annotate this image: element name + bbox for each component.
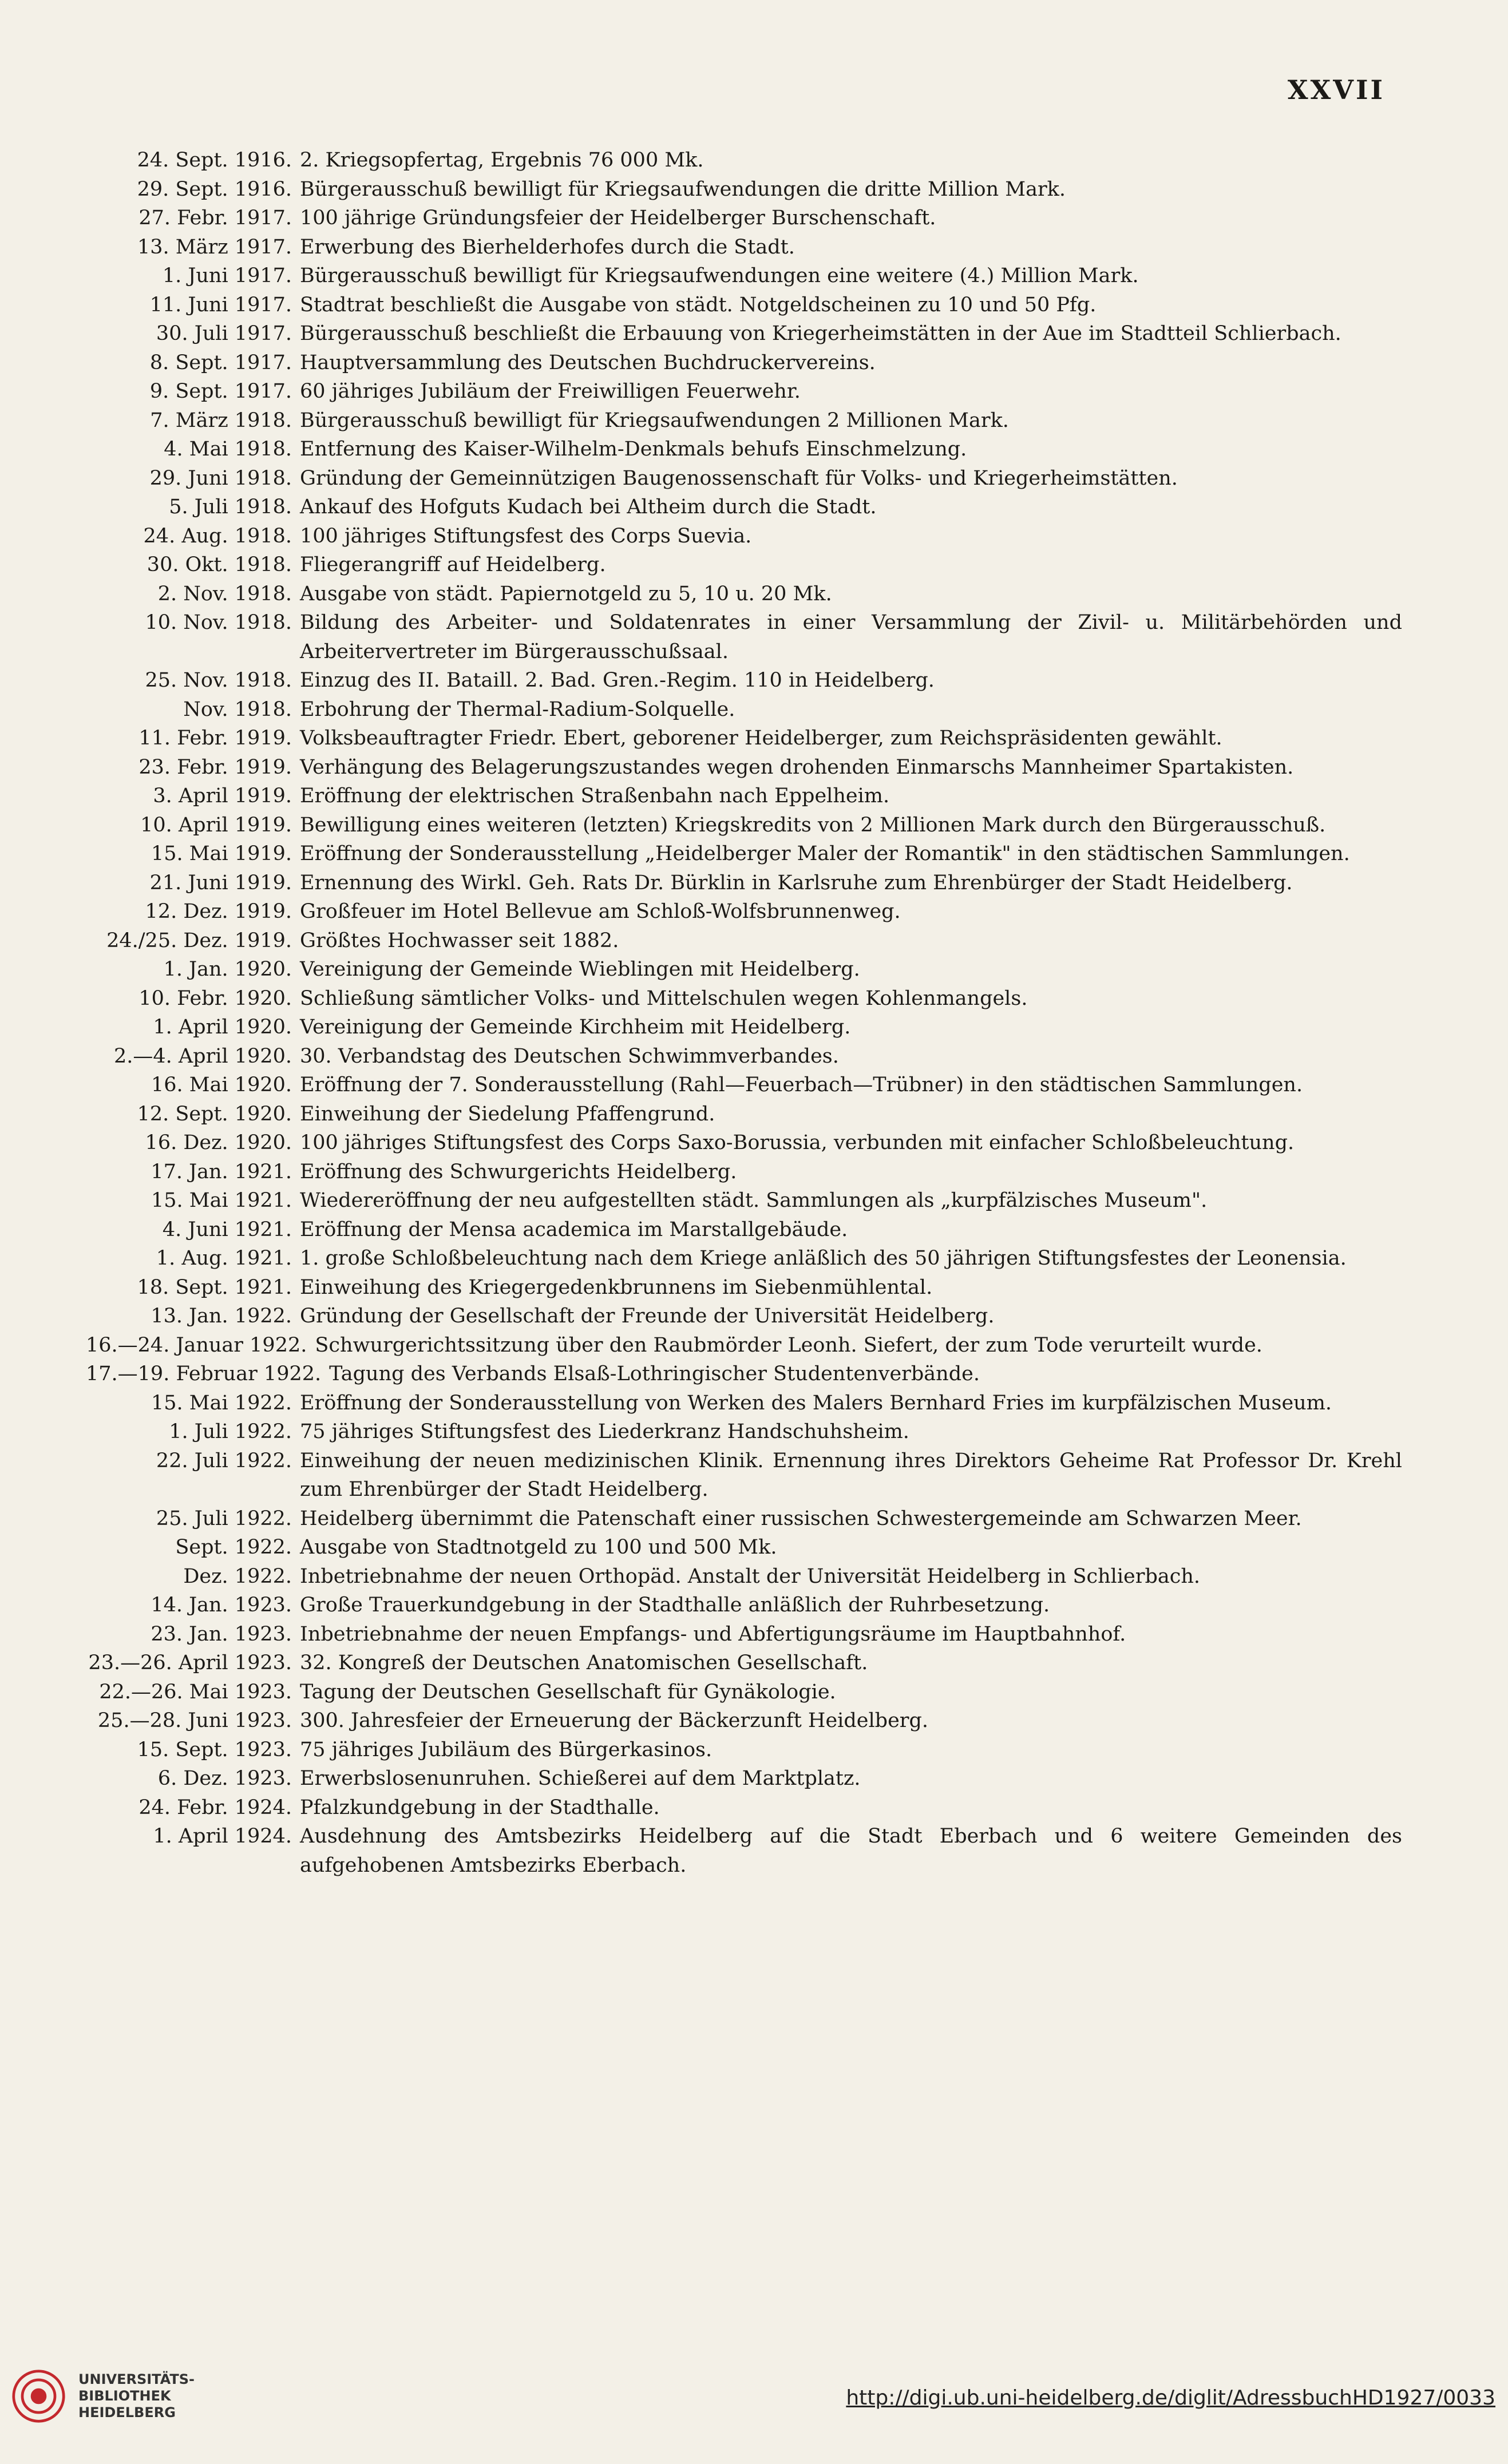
- chronicle-entry: [86, 1302, 1402, 1331]
- entry-text: Bürgerausschuß bewilligt für Kriegsaufwendungen 2 Millionen Mark.: [300, 409, 1009, 432]
- chronicle-entry: [86, 1417, 1402, 1447]
- entry-date: 24. Aug. 1918.: [143, 524, 292, 548]
- entry-date: 25.—28. Juni 1923.: [97, 1709, 292, 1732]
- entry-date: Dez. 1922.: [183, 1564, 292, 1588]
- entry-text: Bürgerausschuß bewilligt für Kriegsaufwendungen eine weitere (4.) Million Mark.: [300, 264, 1139, 287]
- entry-date: 24. Febr. 1924.: [138, 1796, 292, 1819]
- entry-text: Fliegerangriff auf Heidelberg.: [300, 553, 606, 576]
- chronicle-entry: [86, 1504, 1402, 1534]
- entry-date: 4. Mai 1918.: [164, 438, 292, 461]
- entry-text: 300. Jahresfeier der Erneuerung der Bäckerzunft Heidelberg.: [300, 1709, 929, 1732]
- chronicle-entry: [86, 869, 1402, 898]
- entry-date: 10. Nov. 1918.: [145, 611, 292, 634]
- entry-date: 12. Sept. 1920.: [137, 1102, 292, 1126]
- chronicle-list: [86, 146, 1402, 1880]
- entry-text: Gründung der Gesellschaft der Freunde der Universität Heidelberg.: [300, 1305, 995, 1328]
- entry-text: Inbetriebnahme der neuen Orthopäd. Anstalt der Universität Heidelberg in Schlierbach.: [300, 1564, 1201, 1588]
- entry-text: Großfeuer im Hotel Bellevue am Schloß-Wolfsbrunnenweg.: [300, 900, 901, 923]
- chronicle-entry: [86, 1071, 1402, 1100]
- entry-text: 100 jähriges Stiftungsfest des Corps Saxo-Borussia, verbunden mit einfacher Schloßbeleuchtung.: [300, 1131, 1295, 1154]
- chronicle-entry: [86, 580, 1402, 609]
- chronicle-entry: [86, 1331, 1402, 1360]
- chronicle-entry: [86, 464, 1402, 493]
- entry-date: 25. Nov. 1918.: [145, 669, 292, 692]
- chronicle-entry: [86, 1013, 1402, 1042]
- entry-text: Erwerbung des Bierhelderhofes durch die Stadt.: [300, 235, 795, 259]
- entry-date: 9. Sept. 1917.: [149, 380, 292, 403]
- entry-text: Bürgerausschuß beschließt die Erbauung von Kriegerheimstätten in der Aue im Stadtteil Schlierbach.: [300, 322, 1341, 345]
- entry-date: 1. April 1920.: [153, 1016, 292, 1039]
- chronicle-entry: [86, 1447, 1402, 1504]
- chronicle-entry: [86, 1360, 1402, 1389]
- chronicle-entry: [86, 897, 1402, 926]
- chronicle-entry: [86, 1736, 1402, 1765]
- chronicle-entry: [86, 1042, 1402, 1071]
- entry-date: 7. März 1918.: [150, 409, 292, 432]
- chronicle-entry: [86, 1706, 1402, 1736]
- entry-text: Tagung des Verbands Elsaß-Lothringischer Studentenverbände.: [329, 1362, 980, 1385]
- chronicle-entry: [86, 1186, 1402, 1215]
- chronicle-entry: [86, 233, 1402, 262]
- entry-date: 22.—26. Mai 1923.: [99, 1680, 292, 1704]
- entry-text: 75 jähriges Stiftungsfest des Liederkranz Handschuhsheim.: [300, 1420, 909, 1443]
- library-name: [78, 2371, 195, 2421]
- chronicle-entry: [86, 262, 1402, 291]
- entry-text: Vereinigung der Gemeinde Kirchheim mit Heidelberg.: [300, 1016, 851, 1039]
- chronicle-entry: [86, 955, 1402, 984]
- entry-text: Entfernung des Kaiser-Wilhelm-Denkmals behufs Einschmelzung.: [300, 438, 967, 461]
- chronicle-entry: [86, 1764, 1402, 1793]
- entry-date: 27. Febr. 1917.: [138, 207, 292, 229]
- entry-date: 23.—26. April 1923.: [88, 1651, 292, 1674]
- chronicle-entry: [86, 406, 1402, 435]
- chronicle-entry: [86, 1678, 1402, 1707]
- entry-text: Große Trauerkundgebung in der Stadthalle anläßlich der Ruhrbesetzung.: [300, 1594, 1050, 1617]
- entry-date: 8. Sept. 1917.: [149, 351, 292, 374]
- entry-date: 5. Juli 1918.: [169, 496, 292, 518]
- entry-text: Ausgabe von Stadtnotgeld zu 100 und 500 Mk.: [300, 1536, 777, 1559]
- chronicle-entry: [86, 435, 1402, 464]
- entry-date: 15. Mai 1921.: [151, 1189, 292, 1212]
- entry-date: 1. Juni 1917.: [162, 264, 292, 287]
- entry-date: Nov. 1918.: [183, 698, 292, 721]
- entry-text: Eröffnung der elektrischen Straßenbahn nach Eppelheim.: [300, 785, 890, 807]
- entry-date: 15. Mai 1919.: [151, 842, 292, 865]
- entry-text: Pfalzkundgebung in der Stadthalle.: [300, 1796, 660, 1819]
- entry-text: Eröffnung der Mensa academica im Marstallgebäude.: [300, 1218, 848, 1241]
- chronicle-entry: [86, 291, 1402, 320]
- chronicle-entry: [86, 1822, 1402, 1880]
- entry-text: Bewilligung eines weiteren (letzten) Kriegskredits von 2 Millionen Mark durch den Bürgerausschuß.: [300, 813, 1326, 837]
- chronicle-entry: [86, 1244, 1402, 1273]
- entry-date: 6. Dez. 1923.: [157, 1767, 292, 1790]
- entry-text: 75 jähriges Jubiläum des Bürgerkasinos.: [300, 1738, 713, 1761]
- entry-text: Vereinigung der Gemeinde Wieblingen mit Heidelberg.: [300, 958, 860, 981]
- chronicle-entry: [86, 1158, 1402, 1187]
- entry-date: 16. Dez. 1920.: [145, 1131, 292, 1154]
- entry-text: Tagung der Deutschen Gesellschaft für Gynäkologie.: [300, 1680, 836, 1704]
- entry-date: 10. Febr. 1920.: [138, 987, 292, 1010]
- chronicle-entry: [86, 493, 1402, 522]
- library-logo: [11, 2369, 195, 2423]
- chronicle-entry: [86, 1562, 1402, 1591]
- entry-text: Ernennung des Wirkl. Geh. Rats Dr. Bürklin in Karlsruhe zum Ehrenbürger der Stadt Heidelberg.: [300, 871, 1293, 894]
- entry-date: 29. Juni 1918.: [149, 466, 292, 490]
- library-name-line1: UNIVERSITÄTS-: [78, 2371, 195, 2387]
- entry-text: Inbetriebnahme der neuen Empfangs- und Abfertigungsräume im Hauptbahnhof.: [300, 1622, 1126, 1646]
- chronicle-entry: [86, 666, 1402, 695]
- entry-date: 13. Jan. 1922.: [151, 1305, 292, 1328]
- entry-date: 17.—19. Februar 1922.: [86, 1362, 322, 1385]
- entry-date: 25. Juli 1922.: [156, 1507, 292, 1530]
- chronicle-entry: [86, 811, 1402, 840]
- entry-text: Einzug des II. Bataill. 2. Bad. Gren.-Regim. 110 in Heidelberg.: [300, 669, 935, 692]
- chronicle-entry: [86, 1591, 1402, 1620]
- chronicle-entry: [86, 550, 1402, 580]
- entry-date: 10. April 1919.: [140, 813, 292, 837]
- entry-text: Einweihung der neuen medizinischen Klinik. Ernennung ihres Direktors Geheime Rat Professor Dr. Krehl zum Ehrenbürger der Stadt Heidelberg.: [300, 1449, 1402, 1501]
- chronicle-entry: [86, 782, 1402, 811]
- entry-date: 24./25. Dez. 1919.: [106, 929, 292, 952]
- chronicle-entry: [86, 1389, 1402, 1418]
- entry-date: 16.—24. Januar 1922.: [86, 1333, 307, 1357]
- entry-text: 100 jährige Gründungsfeier der Heidelberger Burschenschaft.: [300, 207, 936, 229]
- entry-text: Wiedereröffnung der neu aufgestellten städt. Sammlungen als „kurpfälzisches Museum".: [300, 1189, 1208, 1212]
- entry-text: Eröffnung der 7. Sonderausstellung (Rahl—Feuerbach—Trübner) in den städtischen Sammlungen.: [300, 1073, 1303, 1096]
- entry-date: 30. Okt. 1918.: [147, 553, 292, 576]
- chronicle-entry: [86, 1649, 1402, 1678]
- chronicle-entry: [86, 146, 1402, 175]
- entry-text: Erwerbslosenunruhen. Schießerei auf dem Marktplatz.: [300, 1767, 861, 1790]
- entry-date: 4. Juni 1921.: [162, 1218, 292, 1241]
- entry-date: 23. Jan. 1923.: [151, 1622, 292, 1646]
- entry-date: 2.—4. April 1920.: [113, 1044, 292, 1068]
- chronicle-entry: [86, 984, 1402, 1013]
- chronicle-entry: [86, 377, 1402, 406]
- chronicle-entry: [86, 1533, 1402, 1562]
- library-name-line2: BIBLIOTHEK: [78, 2388, 171, 2404]
- entry-text: Hauptversammlung des Deutschen Buchdruckervereins.: [300, 351, 876, 374]
- entry-text: 100 jähriges Stiftungsfest des Corps Suevia.: [300, 524, 752, 548]
- entry-date: 22. Juli 1922.: [156, 1449, 292, 1472]
- entry-date: 14. Jan. 1923.: [151, 1594, 292, 1617]
- entry-text: Schließung sämtlicher Volks- und Mittelschulen wegen Kohlenmangels.: [300, 987, 1028, 1010]
- entry-date: 30. Juli 1917.: [156, 322, 292, 345]
- entry-text: Heidelberg übernimmt die Patenschaft einer russischen Schwestergemeinde am Schwarzen Meer.: [300, 1507, 1302, 1530]
- entry-text: Schwurgerichtssitzung über den Raubmörder Leonh. Siefert, der zum Tode verurteilt wurde.: [315, 1333, 1262, 1357]
- entry-text: Stadtrat beschließt die Ausgabe von städt. Notgeldscheinen zu 10 und 50 Pfg.: [300, 293, 1097, 316]
- entry-text: Ankauf des Hofguts Kudach bei Altheim durch die Stadt.: [300, 496, 877, 518]
- entry-date: 29. Sept. 1916.: [137, 177, 292, 201]
- entry-text: Einweihung des Kriegergedenkbrunnens im Siebenmühlental.: [300, 1275, 933, 1299]
- chronicle-entry: [86, 839, 1402, 869]
- digitization-footer: [0, 2360, 1508, 2464]
- chronicle-entry: [86, 175, 1402, 204]
- entry-date: 23. Febr. 1919.: [138, 755, 292, 779]
- chronicle-entry: [86, 926, 1402, 956]
- chronicle-entry: [86, 1215, 1402, 1245]
- university-library-logo-icon: [11, 2369, 66, 2423]
- entry-date: 11. Juni 1917.: [149, 293, 292, 316]
- entry-date: 1. April 1924.: [153, 1825, 292, 1848]
- entry-date: 24. Sept. 1916.: [137, 149, 292, 172]
- entry-text: Ausdehnung des Amtsbezirks Heidelberg auf die Stadt Eberbach und 6 weitere Gemeinden des aufgehobenen Amtsbezirks Eberbach.: [300, 1825, 1402, 1877]
- entry-text: Gründung der Gemeinnützigen Baugenossenschaft für Volks- und Kriegerheimstätten.: [300, 466, 1178, 490]
- chronicle-entry: [86, 522, 1402, 551]
- entry-date: 12. Dez. 1919.: [145, 900, 292, 923]
- entry-text: 32. Kongreß der Deutschen Anatomischen Gesellschaft.: [300, 1651, 868, 1674]
- entry-date: 15. Sept. 1923.: [137, 1738, 292, 1761]
- chronicle-entry: [86, 753, 1402, 782]
- entry-text: Eröffnung der Sonderausstellung von Werken des Malers Bernhard Fries im kurpfälzischen Museum.: [300, 1391, 1332, 1415]
- entry-text: Größtes Hochwasser seit 1882.: [300, 929, 619, 952]
- page-number: XXVII: [1287, 74, 1385, 105]
- entry-date: 3. April 1919.: [153, 785, 292, 807]
- entry-date: 21. Juni 1919.: [149, 871, 292, 894]
- entry-text: Einweihung der Siedelung Pfaffengrund.: [300, 1102, 715, 1126]
- chronicle-entry: [86, 204, 1402, 233]
- chronicle-entry: [86, 1273, 1402, 1302]
- source-url-link[interactable]: http://digi.ub.uni-heidelberg.de/diglit/AdressbuchHD1927/0033: [846, 2386, 1495, 2410]
- entry-text: Eröffnung der Sonderausstellung „Heidelberger Maler der Romantik" in den städtischen Sammlungen.: [300, 842, 1350, 865]
- entry-date: 2. Nov. 1918.: [157, 582, 292, 605]
- chronicle-entry: [86, 724, 1402, 753]
- entry-text: Eröffnung des Schwurgerichts Heidelberg.: [300, 1160, 737, 1183]
- entry-date: 1. Juli 1922.: [169, 1420, 292, 1443]
- entry-date: Sept. 1922.: [175, 1536, 292, 1559]
- entry-text: 60 jähriges Jubiläum der Freiwilligen Feuerwehr.: [300, 380, 801, 403]
- chronicle-entry: [86, 1100, 1402, 1129]
- entry-date: 13. März 1917.: [137, 235, 292, 259]
- chronicle-entry: [86, 1620, 1402, 1649]
- entry-text: Ausgabe von städt. Papiernotgeld zu 5, 10 u. 20 Mk.: [300, 582, 832, 605]
- entry-text: Volksbeauftragter Friedr. Ebert, geborener Heidelberger, zum Reichspräsidenten gewählt.: [300, 727, 1222, 750]
- entry-date: 1. Jan. 1920.: [163, 958, 292, 981]
- entry-text: Bürgerausschuß bewilligt für Kriegsaufwendungen die dritte Million Mark.: [300, 177, 1066, 201]
- entry-date: 1. Aug. 1921.: [156, 1247, 292, 1270]
- entry-text: Erbohrung der Thermal-Radium-Solquelle.: [300, 698, 735, 721]
- chronicle-entry: [86, 1793, 1402, 1823]
- entry-text: Bildung des Arbeiter- und Soldatenrates in einer Versammlung der Zivil- u. Militärbehörden und Arbeitervertreter im Bürgerausschußsaal.: [300, 611, 1402, 663]
- entry-text: Verhängung des Belagerungszustandes wegen drohenden Einmarschs Mannheimer Spartakisten.: [300, 755, 1294, 779]
- entry-text: 30. Verbandstag des Deutschen Schwimmverbandes.: [300, 1044, 839, 1068]
- entry-date: 15. Mai 1922.: [151, 1391, 292, 1415]
- entry-date: 17. Jan. 1921.: [151, 1160, 292, 1183]
- entry-date: 16. Mai 1920.: [151, 1073, 292, 1096]
- chronicle-entry: [86, 348, 1402, 378]
- chronicle-entry: [86, 695, 1402, 724]
- chronicle-entry: [86, 608, 1402, 666]
- chronicle-entry: [86, 319, 1402, 348]
- entry-date: 18. Sept. 1921.: [137, 1275, 292, 1299]
- entry-date: 11. Febr. 1919.: [138, 727, 292, 750]
- entry-text: 2. Kriegsopfertag, Ergebnis 76 000 Mk.: [300, 149, 704, 172]
- entry-text: 1. große Schloßbeleuchtung nach dem Kriege anläßlich des 50 jährigen Stiftungsfestes der Leonensia.: [300, 1247, 1347, 1270]
- chronicle-entry: [86, 1128, 1402, 1158]
- library-name-line3: HEIDELBERG: [78, 2404, 176, 2421]
